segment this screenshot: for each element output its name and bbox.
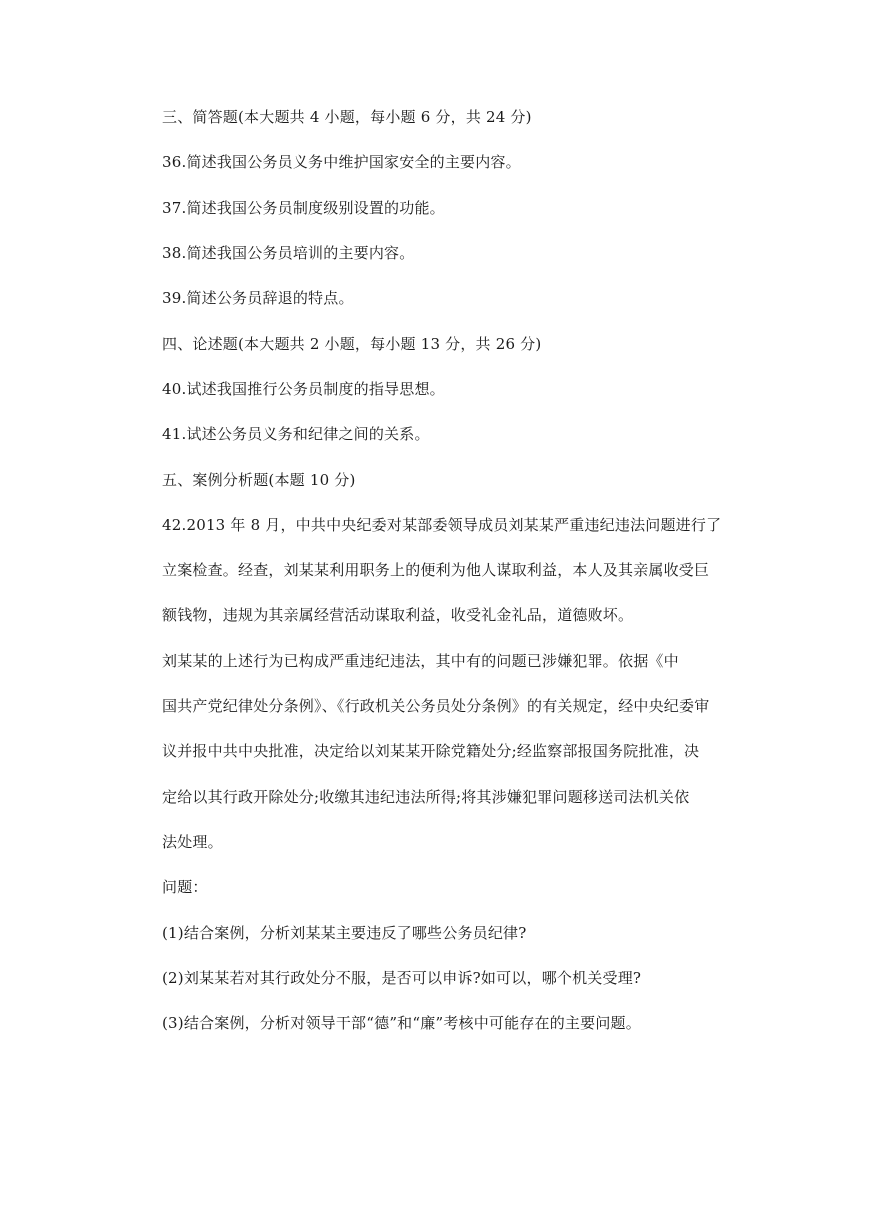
question-41: 41.试述公务员义务和纪律之间的关系。 (162, 425, 430, 443)
questions-label: 问题： (162, 878, 208, 896)
case-text-line: 额钱物，违规为其亲属经营活动谋取利益，收受礼金礼品，道德败坏。 (162, 606, 634, 624)
section-heading-essay: 四、论述题(本大题共 2 小题，每小题 13 分，共 26 分) (162, 335, 542, 353)
sub-question-1: (1)结合案例，分析刘某某主要违反了哪些公务员纪律? (162, 924, 527, 942)
case-text-line: 刘某某的上述行为已构成严重违纪违法，其中有的问题已涉嫌犯罪。依据《中 (162, 652, 679, 670)
case-text-line: 国共产党纪律处分条例》、《行政机关公务员处分条例》的有关规定，经中央纪委审 (162, 697, 710, 715)
section-heading-short-answer: 三、简答题(本大题共 4 小题，每小题 6 分，共 24 分) (162, 108, 532, 126)
question-40: 40.试述我国推行公务员制度的指导思想。 (162, 380, 445, 398)
case-text-line: 议并报中共中央批准，决定给以刘某某开除党籍处分;经监察部报国务院批准，决 (162, 742, 700, 760)
case-text-line: 法处理。 (162, 833, 223, 851)
case-text-line: 定给以其行政开除处分;收缴其违纪违法所得;将其涉嫌犯罪问题移送司法机关依 (162, 788, 690, 806)
sub-question-2: (2)刘某某若对其行政处分不服，是否可以申诉?如可以，哪个机关受理? (162, 969, 642, 987)
question-37: 37.简述我国公务员制度级别设置的功能。 (162, 199, 445, 217)
case-text-line: 42.2013 年 8 月，中共中央纪委对某部委领导成员刘某某严重违纪违法问题进行了 (162, 516, 722, 534)
sub-question-3: (3)结合案例，分析对领导干部“德”和“廉”考核中可能存在的主要问题。 (162, 1014, 641, 1032)
section-heading-case-analysis: 五、案例分析题(本题 10 分) (162, 471, 356, 489)
case-text-line: 立案检查。经查，刘某某利用职务上的便利为他人谋取利益，本人及其亲属收受巨 (162, 561, 710, 579)
question-38: 38.简述我国公务员培训的主要内容。 (162, 244, 415, 262)
question-39: 39.简述公务员辞退的特点。 (162, 289, 354, 307)
question-36: 36.简述我国公务员义务中维护国家安全的主要内容。 (162, 153, 521, 171)
